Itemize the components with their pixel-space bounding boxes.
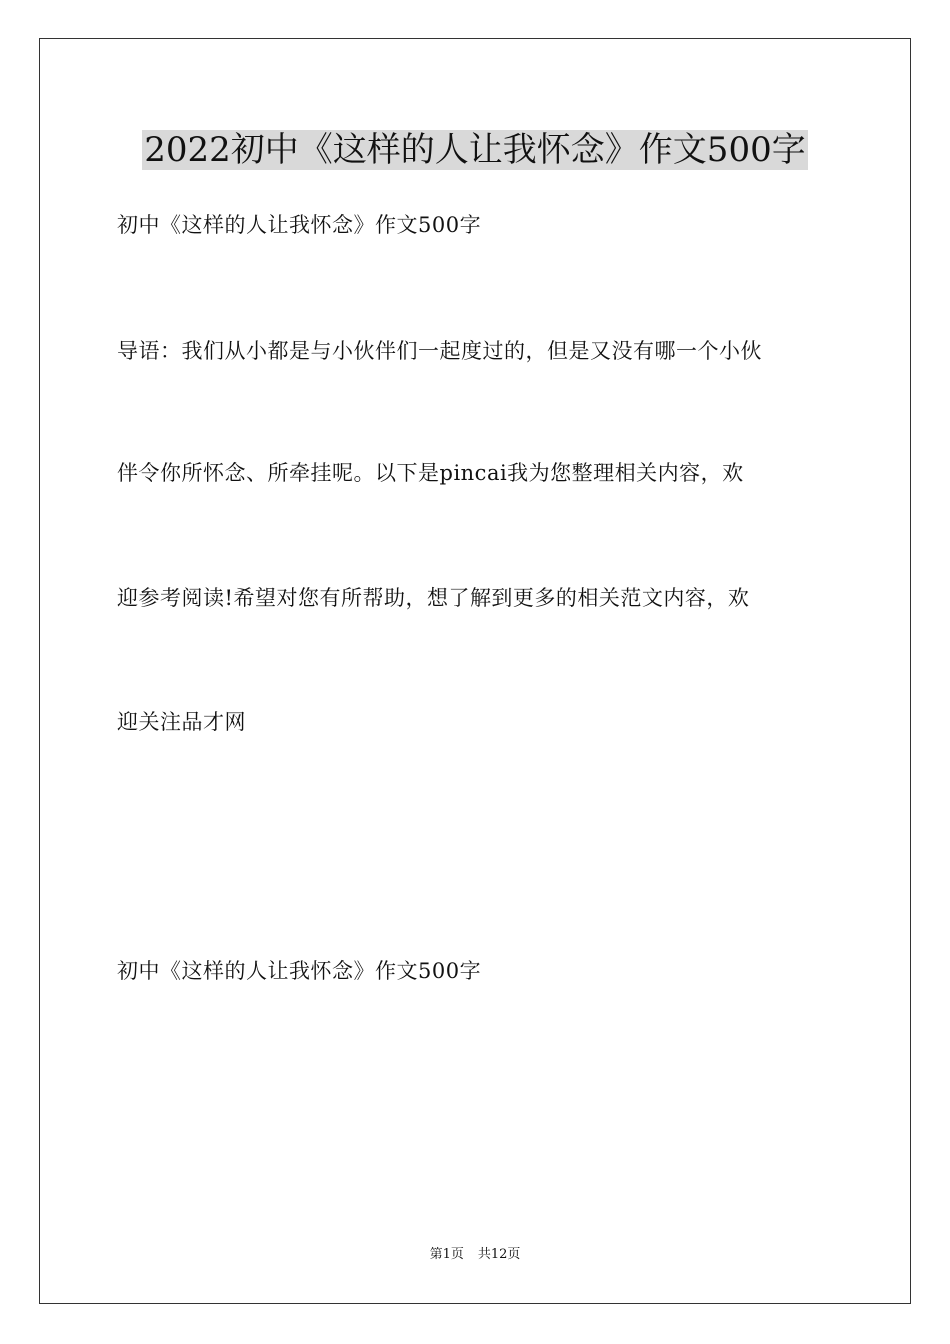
subtitle-line: 初中《这样的人让我怀念》作文500字 <box>117 213 482 237</box>
document-title <box>0 128 950 172</box>
page-total: 共12页 <box>477 1247 521 1262</box>
body-line-1: 导语：我们从小都是与小伙伴们一起度过的，但是又没有哪一个小伙 <box>117 339 762 363</box>
document-title-text: 2022初中《这样的人让我怀念》作文500字 <box>144 130 806 170</box>
body-line-2: 伴令你所怀念、所牵挂呢。以下是pincai我为您整理相关内容，欢 <box>117 461 744 485</box>
section-heading: 初中《这样的人让我怀念》作文500字 <box>117 959 482 983</box>
body-line-4: 迎关注品才网 <box>117 710 246 734</box>
page-footer <box>0 1246 950 1264</box>
page-number: 第1页 <box>429 1247 464 1262</box>
body-line-3: 迎参考阅读!希望对您有所帮助，想了解到更多的相关范文内容，欢 <box>117 586 750 610</box>
